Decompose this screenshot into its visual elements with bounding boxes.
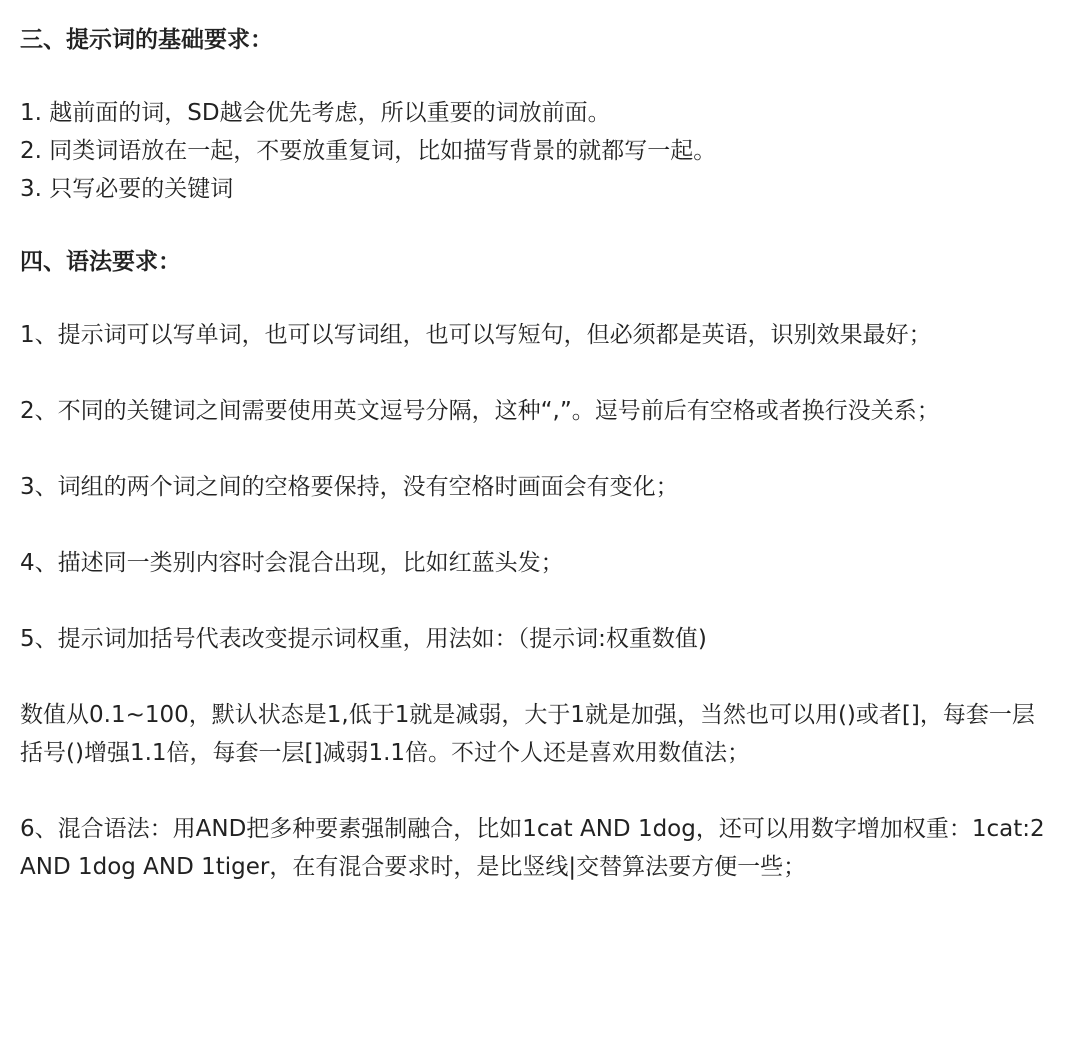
section-3-item-3: 3. 只写必要的关键词 <box>20 176 234 202</box>
spacer <box>20 772 1050 810</box>
spacer <box>20 506 1050 544</box>
spacer <box>20 280 1050 316</box>
spacer <box>20 208 1050 244</box>
grammar-rule-5-detail: 数值从0.1~100，默认状态是1,低于1就是减弱，大于1就是加强，当然也可以用()或者[]，每套一层括号()增强1.1倍，每套一层[]减弱1.1倍。不过个人还是喜欢用数值法； <box>20 702 1035 766</box>
grammar-rule-3: 3、词组的两个词之间的空格要保持，没有空格时画面会有变化； <box>20 474 679 500</box>
spacer <box>20 430 1050 468</box>
grammar-rule-4: 4、描述同一类别内容时会混合出现，比如红蓝头发； <box>20 550 564 576</box>
section-3-heading: 三、提示词的基础要求： <box>20 27 273 53</box>
grammar-rule-1: 1、提示词可以写单词，也可以写词组，也可以写短句，但必须都是英语，识别效果最好； <box>20 322 932 348</box>
spacer <box>20 658 1050 696</box>
spacer <box>20 582 1050 620</box>
section-3-item-1: 1. 越前面的词，SD越会优先考虑，所以重要的词放前面。 <box>20 100 611 126</box>
grammar-rule-5: 5、提示词加括号代表改变提示词权重，用法如：（提示词:权重数值) <box>20 626 707 652</box>
section-4-heading: 四、语法要求： <box>20 249 181 275</box>
grammar-rule-6: 6、混合语法：用AND把多种要素强制融合，比如1cat AND 1dog，还可以用数字增加权重：1cat:2 AND 1dog AND 1tiger，在有混合要求时，是比竖线|交替算法要方便一些； <box>20 816 1045 880</box>
spacer <box>20 354 1050 392</box>
spacer <box>20 58 1050 94</box>
grammar-rule-2: 2、不同的关键词之间需要使用英文逗号分隔，这种“,”。逗号前后有空格或者换行没关系； <box>20 398 940 424</box>
section-3-item-2: 2. 同类词语放在一起，不要放重复词，比如描写背景的就都写一起。 <box>20 138 717 164</box>
